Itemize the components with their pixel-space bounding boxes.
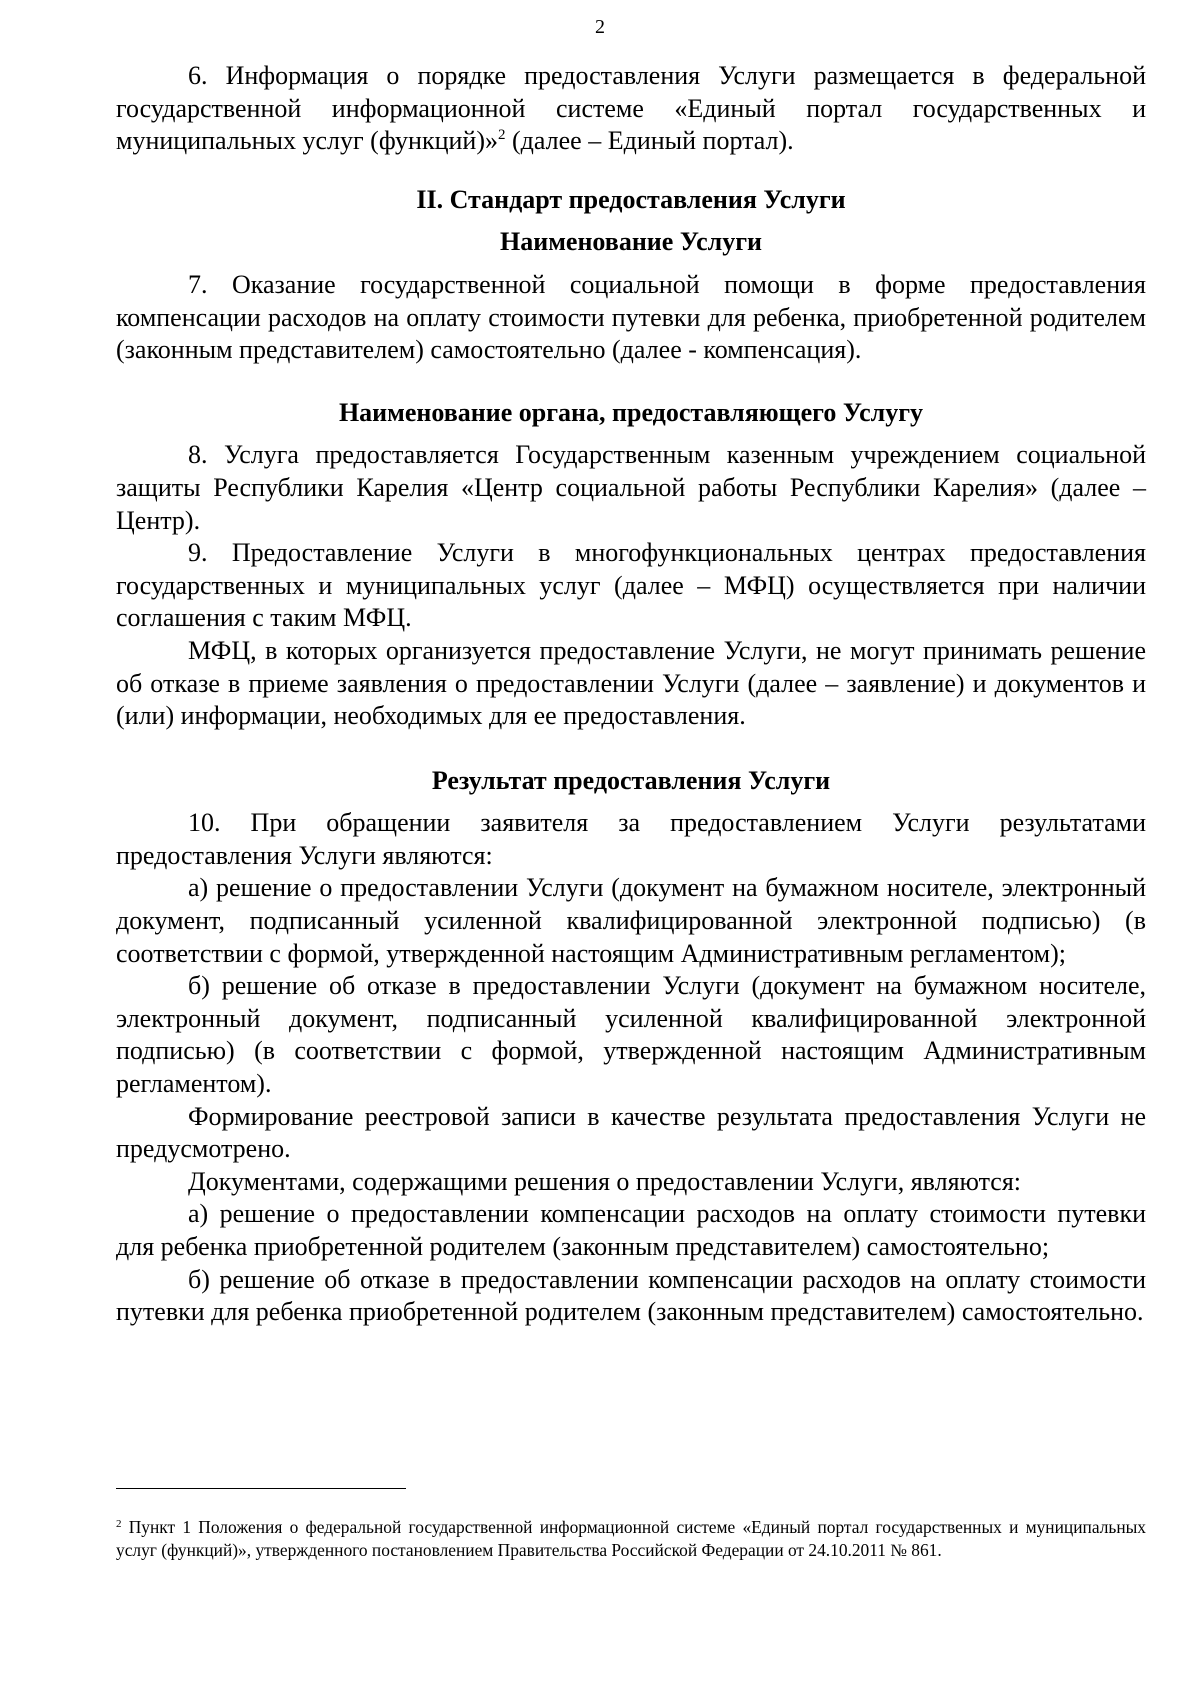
paragraph-9: 9. Предоставление Услуги в многофункциональных центрах предоставления государственных и муниципальных услуг (далее – МФЦ) осуществляется при наличии соглашения с таким МФЦ. [116,538,1146,633]
paragraph-6 [116,60,1146,158]
paragraph-10-documents-a: а) решение о предоставлении компенсации расходов на оплату стоимости путевки для ребенка приобретенной родителем (законным представителем) самостоятельно; [116,1199,1146,1261]
footnote [116,1516,1146,1562]
subheading-authority: Наименование органа, предоставляющего Услугу [338,397,924,427]
document-body [116,60,1146,1329]
paragraph-9-mfc: МФЦ, в которых организуется предоставление Услуги, не могут принимать решение об отказе в приеме заявления о предоставлении Услуги (далее – заявление) и документов и (или) информации, необходимых для ее предоставления. [116,635,1146,731]
footnote-separator [116,1488,406,1489]
paragraph-10-b: б) решение об отказе в предоставлении Услуги (документ на бумажном носителе, электронный документ, подписанный усиленной квалифицированной электронной подписью) (в соответствии с формой, утвержденной настоящим Административным регламентом). [116,971,1146,1099]
section-heading-standard: II. Стандарт предоставления Услуги [416,184,846,214]
footnote-reference: 2 [498,127,506,144]
paragraph-6-text: 6. Информация о порядке предоставления Услуги размещается в федеральной государственной информационной системе «Единый портал государственных и муниципальных услуг (функций)» [116,61,1146,156]
paragraph-10-registry: Формирование реестровой записи в качестве результата предоставления Услуги не предусмотрено. [116,1101,1146,1164]
paragraph-10-documents: Документами, содержащими решения о предоставлении Услуги, являются: [188,1166,1022,1196]
paragraph-8: 8. Услуга предоставляется Государственным казенным учреждением социальной защиты Республики Карелия «Центр социальной работы Республики Карелия» (далее – Центр). [116,440,1146,535]
paragraph-6-tail: (далее – Единый портал). [505,126,794,156]
paragraph-10: 10. При обращении заявителя за предоставлением Услуги результатами предоставления Услуги являются: [116,808,1146,870]
subheading-service-name: Наименование Услуги [499,227,763,257]
paragraph-10-a: а) решение о предоставлении Услуги (документ на бумажном носителе, электронный документ, подписанный усиленной квалифицированной электронной подписью) (в соответствии с формой, утвержденной настоящим Административным регламентом); [116,873,1146,968]
subheading-result: Результат предоставления Услуги [431,765,831,795]
footnote-text: Пункт 1 Положения о федеральной государственной информационной системе «Единый портал государственных и муниципальных услуг (функций)», утвержденного постановлением Правительства Российской Федерации от 24.10.2011 № 861. [116,1517,1146,1561]
page-number: 2 [595,16,605,38]
paragraph-10-documents-b: б) решение об отказе в предоставлении компенсации расходов на оплату стоимости путевки для ребенка приобретенной родителем (законным представителем) самостоятельно. [116,1264,1146,1327]
footnote-marker: 2 [116,1518,122,1531]
paragraph-7: 7. Оказание государственной социальной помощи в форме предоставления компенсации расходов на оплату стоимости путевки для ребенка, приобретенной родителем (законным представителем) самостоятельно (далее - компенсация). [116,269,1146,365]
